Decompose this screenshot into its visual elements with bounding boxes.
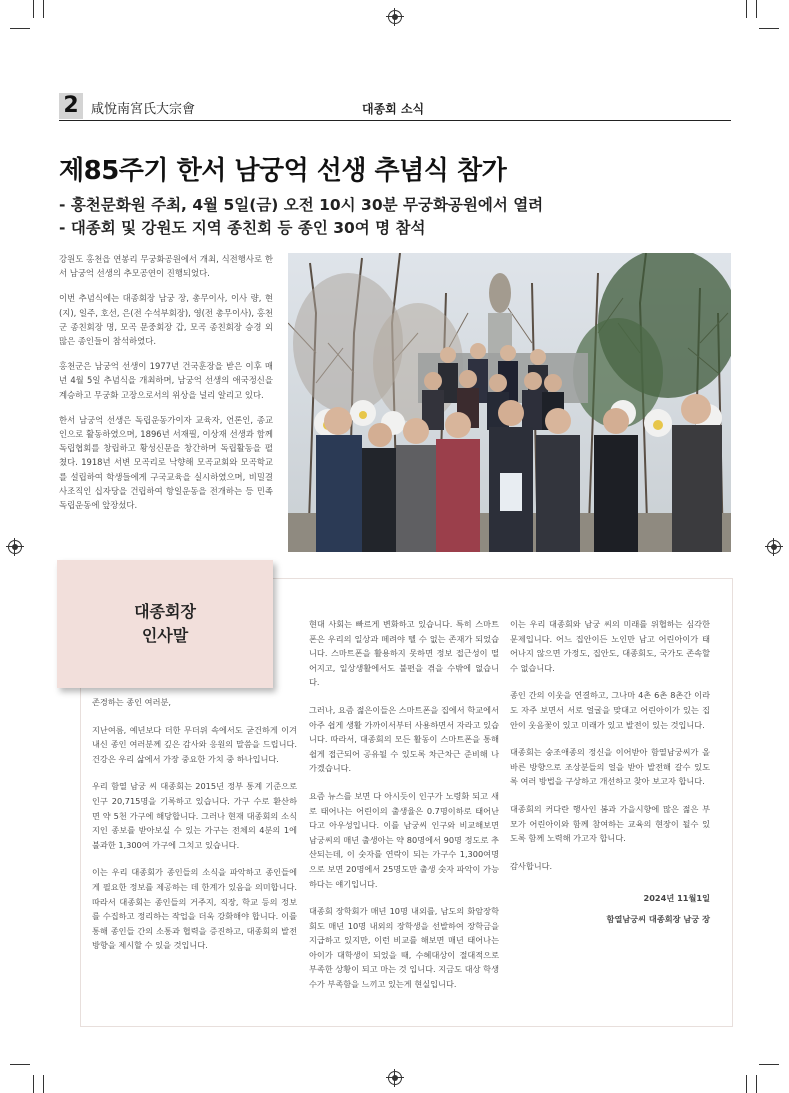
greeting-paragraph: 이는 우리 대종회가 종인들의 소식을 파악하고 종인들에게 필요한 정보를 제공하는 데 한계가 있음을 의미합니다. 따라서 대종회는 종인들의 거주지, 직장, 학교 등의 정보를 수집하고 정리하는 작업을 더욱 강화해야 합니다. 이를 통해 종인들 간의 소통과 협력을 증진하고, 대종회의 발전 방향을 제시할 수 있을 것입니다. bbox=[92, 867, 297, 951]
greeting-paragraph: 감사합니다. bbox=[510, 860, 553, 871]
crop-mark bbox=[756, 0, 757, 18]
greeting-paragraph: 대종회 장학회가 매년 10명 내외를, 남도의 화암장학회도 매년 10명 내외의 장학생을 선발하여 장학금을 지급하고 있지만, 이런 비교를 해보면 매년 태어나는 아이가 대학생이 되었을 때, 수혜대상이 절대적으로 부족한 상황이 되고 마는 것 입니다. 지금도 대상 학생수가 부족함을 느끼고 있는게 현실입니다. bbox=[309, 906, 499, 990]
crop-mark bbox=[746, 1075, 747, 1093]
intro-paragraph: 한서 남궁억 선생은 독립운동가이자 교육자, 언론인, 종교인으로 활동하였으며, 1896년 서재필, 이상재 선생과 함께 독립협회를 창립하고 황성신문을 창간하며 독립활동을 펼쳤다. 1918년 서변 모곡리로 낙향해 모곡교회와 모곡학교를 설립하여 학생들에게 구국교육을 실시하였으며, 비밀결사조직인 십자당을 건립하여 항일운동을 전개하는 등 민족독립운동에 앞장섰다. bbox=[59, 414, 273, 511]
intro-paragraph: 이번 추념식에는 대종회장 남궁 장, 총무이사, 이사 량, 현(지), 일주, 호선, 은(전 수석부회장), 영(전 총무이사), 홍천군 종친회장 명, 모곡 문중회장 갑, 모곡 종친회장 승경 외 많은 종인들이 참석하였다. bbox=[59, 293, 273, 347]
intro-paragraph: 강원도 홍천읍 연봉리 무궁화공원에서 개최, 식전행사로 한서 남궁억 선생의 추모공연이 진행되었다. bbox=[59, 254, 273, 279]
greeting-signature: 함열남궁씨 대종회장 남궁 장 bbox=[606, 913, 710, 924]
greeting-paragraph: 이는 우리 대종회와 남궁 씨의 미래를 위협하는 심각한 문제입니다. 어느 집안이든 노인만 남고 어린아이가 태어나지 않으면 가정도, 집안도, 대종회도, 국가도 존속할 수 없습니다. bbox=[510, 619, 710, 673]
greeting-column bbox=[510, 617, 710, 927]
article-intro bbox=[59, 252, 273, 523]
crop-mark bbox=[33, 1075, 34, 1093]
organization-name: 咸悅南宮氏大宗會 bbox=[91, 102, 196, 117]
crop-mark bbox=[10, 1064, 30, 1065]
registration-mark-icon bbox=[388, 10, 402, 24]
registration-mark-icon bbox=[388, 1071, 402, 1085]
greeting-paragraph: 종인 간의 이웃을 연결하고, 그나마 4촌 6촌 8촌간 이라도 자주 보면서 서로 얼굴을 맞대고 어린아이가 있는 집안이 웃음꽃이 있고 미래가 있고 발전이 있는 것입니다. bbox=[510, 690, 710, 730]
greeting-paragraph: 대종회는 숭조애종의 정신을 이어받아 함열남궁씨가 올바른 방향으로 조상분들의 얼을 받아 발전해 갈수 있도록 여러 방법을 구상하고 개선하고 찾아 보고자 합니다. bbox=[510, 747, 710, 787]
crop-mark bbox=[33, 0, 34, 18]
crop-mark bbox=[746, 0, 747, 18]
crop-mark bbox=[756, 1075, 757, 1093]
greeting-paragraph: 우리 함열 남궁 씨 대종회는 2015년 정부 통계 기준으로 인구 20,715명을 기록하고 있습니다. 가구 수로 환산하면 약 5천 가구에 해당합니다. 그러나 현재 대종회의 소식지인 종보를 받아보실 수 있는 가구는 전체의 4분의 1에 불과한 1,300여 가구에 그치고 있습니다. bbox=[92, 781, 297, 850]
greeting-title-line: 인사말 bbox=[141, 626, 189, 645]
crop-mark bbox=[10, 28, 30, 29]
greeting-paragraph: 존경하는 종인 여러분, bbox=[92, 697, 171, 707]
greeting-column bbox=[309, 617, 499, 1005]
greeting-paragraph: 요즘 뉴스를 보면 다 아시듯이 인구가 노령화 되고 새로 태어나는 어린이의 출생율은 0.7명이하로 태어난다고 아우성입니다. 이를 남궁씨 인구와 비교해보면 남궁씨의 매년 출생아는 약 80명에서 90명 정도로 추산되는데, 이 숫자를 연락이 되는 가구수 1,300여명으로 보면 20명에서 25명도만 출생 숫자 파악이 가능하다는 얘기입니다. bbox=[309, 790, 499, 889]
article-headline: 제85주기 한서 남궁억 선생 추념식 참가 bbox=[59, 156, 507, 186]
greeting-date: 2024년 11월1일 bbox=[643, 893, 710, 904]
crop-mark bbox=[43, 1075, 44, 1093]
intro-paragraph: 홍천군은 남궁억 선생이 1977년 건국훈장을 받은 이후 매년 4월 5일 추념식을 개최하며, 남궁억 선생의 애국정신을 계승하고 무궁화 고장으로서의 위상을 널리 알리고 있다. bbox=[59, 361, 273, 400]
memorial-group-photo bbox=[288, 253, 731, 552]
greeting-paragraph: 지난여름, 예년보다 더한 무더위 속에서도 굳건하게 이겨내신 종인 여러분께 깊은 감사와 응원의 말씀을 드립니다. 건강은 우리 삶에서 가장 중요한 가치 중 하나입니다. bbox=[92, 724, 297, 764]
greeting-title-box bbox=[57, 560, 273, 688]
crop-mark bbox=[759, 1064, 779, 1065]
greeting-title bbox=[57, 600, 273, 648]
article-subheading: - 홍천문화원 주최, 4월 5일(금) 오전 10시 30분 무궁화공원에서 열려 bbox=[59, 196, 544, 214]
greeting-paragraph: 그러나, 요즘 젊은이들은 스마트폰을 집에서 학교에서 아주 쉽게 생활 가까이서부터 사용하면서 자라고 있습니다. 따라서, 대종회의 모든 활동이 스마트폰을 통해 쉽게 접근되어 공유될 수 있도록 차근차근 준비해 나가겠습니다. bbox=[309, 704, 499, 774]
section-title: 대종회 소식 bbox=[362, 102, 425, 116]
article-subheading: - 대종회 및 강원도 지역 종친회 등 종인 30여 명 참석 bbox=[59, 219, 426, 237]
registration-mark-icon bbox=[767, 540, 781, 554]
greeting-title-line: 대종회장 bbox=[134, 602, 196, 621]
greeting-paragraph: 현대 사회는 빠르게 변화하고 있습니다. 특히 스마트폰은 우리의 일상과 떼려야 뗄 수 없는 존재가 되었습니다. 스마트폰을 활용하지 못하면 정보 접근성이 떨어지고, 일상생활에서도 불편을 겪을 수밖에 없습니다. bbox=[309, 619, 499, 688]
crop-mark bbox=[759, 28, 779, 29]
greeting-column bbox=[92, 695, 297, 966]
page-number: 2 bbox=[59, 93, 83, 119]
greeting-paragraph: 대종회의 커다란 행사인 봄과 가을시향에 많은 젊은 부모가 어린아이와 함께 참여하는 교육의 현장이 될수 있도록 함께 노력해 가고자 합니다. bbox=[510, 803, 710, 844]
header-divider bbox=[59, 120, 731, 121]
crop-mark bbox=[43, 0, 44, 18]
registration-mark-icon bbox=[8, 540, 22, 554]
